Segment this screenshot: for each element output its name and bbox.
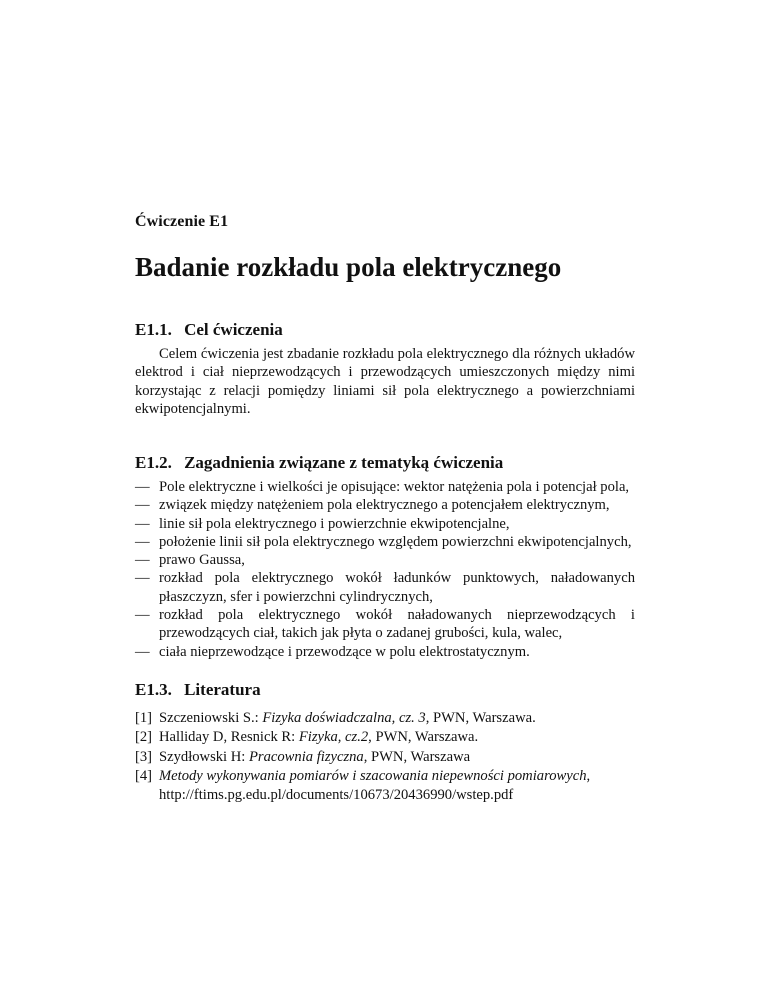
dash-marker: — — [135, 533, 150, 550]
reference-url-link[interactable]: http://ftims.pg.edu.pl/documents/10673/20436990/wstep.pdf — [159, 787, 514, 804]
reference-punctuation: , — [586, 767, 591, 784]
list-item — [135, 515, 635, 533]
list-item-text: ciała nieprzewodzące i przewodzące w polu elektrostatycznym. — [159, 643, 530, 660]
list-item — [135, 551, 635, 569]
reference-title: Pracownia fizyczna — [249, 748, 364, 765]
reference-item — [135, 709, 635, 728]
reference-number: [1] — [135, 710, 153, 726]
reference-number: [2] — [135, 729, 153, 746]
goal-paragraph: Celem ćwiczenia jest zbadanie rozkładu pola elektrycznego dla różnych układów elektrod i ciał nieprzewodzących i przewodzących umieszczonych między nimi korzystając z relacji pomiędzy liniami sił pola elektrycznego a powierzchniami ekwipotencjalnymi. — [135, 346, 635, 417]
section-number: E1.1. — [135, 320, 172, 339]
chapter-title: Badanie rozkładu pola elektrycznego — [135, 252, 562, 282]
dash-marker: — — [135, 570, 150, 587]
section-heading-goal — [135, 320, 283, 340]
list-item-text: położenie linii sił pola elektrycznego względem powierzchni ekwipotencjalnych, — [159, 533, 632, 550]
topic-list — [135, 478, 635, 661]
list-item — [135, 643, 635, 661]
dash-marker: — — [135, 607, 150, 624]
list-item — [135, 496, 635, 514]
list-item-text: rozkład pola elektrycznego wokół naładowanych nieprzewodzących i przewodzących ciał, takich jak płyta o zadanej grubości, kula, walec, — [159, 607, 635, 642]
section-number: E1.2. — [135, 453, 172, 472]
section-heading-topics — [135, 453, 503, 473]
reference-title: Fizyka doświadczalna, cz. 3 — [262, 710, 426, 726]
list-item — [135, 606, 635, 643]
list-item — [135, 533, 635, 551]
list-item-text: Pole elektryczne i wielkości je opisujące: wektor natężenia pola i potencjał pola, — [159, 479, 630, 495]
dash-marker: — — [135, 515, 150, 532]
reference-number: [4] — [135, 767, 153, 784]
reference-item — [135, 748, 635, 767]
dash-marker: — — [135, 497, 150, 514]
dash-marker: — — [135, 643, 150, 660]
reference-author: Halliday D, Resnick R: — [159, 729, 296, 746]
reference-publisher: , PWN, Warszawa. — [425, 710, 536, 726]
chapter-label: Ćwiczenie E1 — [135, 213, 229, 230]
dash-marker: — — [135, 479, 150, 495]
list-item-text: prawo Gaussa, — [159, 552, 245, 569]
reference-title: Metody wykonywania pomiarów i szacowania niepewności pomiarowych — [159, 767, 587, 784]
reference-item — [135, 728, 635, 747]
section-number: E1.3. — [135, 680, 172, 699]
section-title: Zagadnienia związane z tematyką ćwiczenia — [184, 453, 504, 472]
reference-publisher: , PWN, Warszawa — [363, 748, 471, 765]
list-item-text: rozkład pola elektrycznego wokół ładunków punktowych, naładowanych płaszczyzn, sfer i powierzchni cylindrycznych, — [159, 570, 635, 605]
section-title: Literatura — [184, 680, 261, 699]
list-item-text: linie sił pola elektrycznego i powierzchnie ekwipotencjalne, — [159, 515, 510, 532]
section-heading-literature — [135, 680, 261, 700]
reference-author: Szydłowski H: — [159, 748, 246, 765]
reference-publisher: , PWN, Warszawa. — [368, 729, 479, 746]
reference-item — [135, 767, 635, 806]
list-item-text: związek między natężeniem pola elektrycznego a potencjałem elektrycznym, — [159, 497, 610, 514]
list-item — [135, 569, 635, 606]
reference-title: Fizyka, cz.2 — [298, 729, 369, 746]
reference-author: Szczeniowski S.: — [159, 710, 259, 726]
list-item — [135, 478, 635, 496]
section-title: Cel ćwiczenia — [184, 320, 283, 339]
reference-number: [3] — [135, 748, 153, 765]
dash-marker: — — [135, 552, 150, 569]
reference-list — [135, 709, 635, 805]
